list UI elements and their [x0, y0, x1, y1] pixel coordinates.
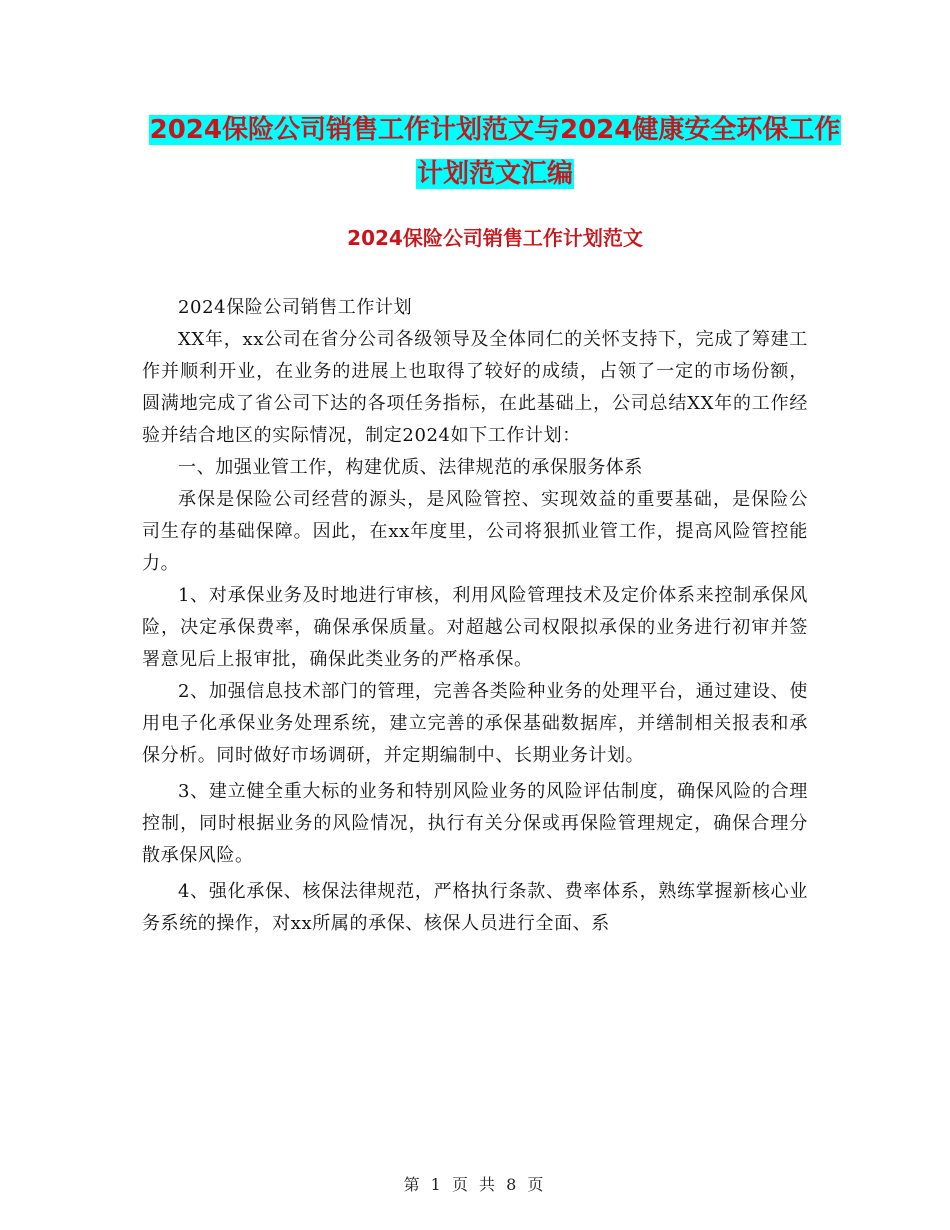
paragraph-heading-1: 一、加强业管工作，构建优质、法律规范的承保服务体系: [178, 457, 643, 478]
document-title-text: 2024保险公司销售工作计划范文与2024健康安全环保工作计划范文汇编: [149, 115, 841, 189]
section-title: 2024保险公司销售工作计划范文: [347, 226, 643, 250]
paragraph-underwriting: 承保是保险公司经营的源头，是风险管控、实现效益的重要基础，是保险公司生存的基础保障。因此，在xx年度里，公司将狠抓业管工作，提高风险管控能力。: [142, 489, 808, 574]
paragraph-item-3: 3、建立健全重大标的业务和特别风险业务的风险评估制度，确保风险的合理控制，同时根据业务的风险情况，执行有关分保或再保险管理规定，确保合理分散承保风险。: [142, 781, 808, 866]
document-title: [140, 108, 850, 196]
paragraph-intro: XX年，xx公司在省分公司各级领导及全体同仁的关怀支持下，完成了筹建工作并顺利开业，在业务的进展上也取得了较好的成绩，占领了一定的市场份额，圆满地完成了省公司下达的各项任务指标，在此基础上，公司总结XX年的工作经验并结合地区的实际情况，制定2024如下工作计划：: [142, 329, 808, 446]
paragraph-subtitle: 2024保险公司销售工作计划: [178, 297, 413, 318]
paragraph-item-1: 1、对承保业务及时地进行审核，利用风险管理技术及定价体系来控制承保风险，决定承保费率，确保承保质量。对超越公司权限拟承保的业务进行初审并签署意见后上报审批，确保此类业务的严格承保。: [142, 585, 808, 670]
document-body: [142, 292, 808, 940]
paragraph-item-2: 2、加强信息技术部门的管理，完善各类险种业务的处理平台，通过建设、使用电子化承保业务处理系统，建立完善的承保基础数据库，并缮制相关报表和承保分析。同时做好市场调研，并定期编制中、长期业务计划。: [142, 681, 808, 766]
paragraph-item-4: 4、强化承保、核保法律规范，严格执行条款、费率体系，熟练掌握新核心业务系统的操作，对xx所属的承保、核保人员进行全面、系: [142, 881, 808, 934]
page-number-footer: 第 1 页 共 8 页: [403, 1175, 547, 1194]
